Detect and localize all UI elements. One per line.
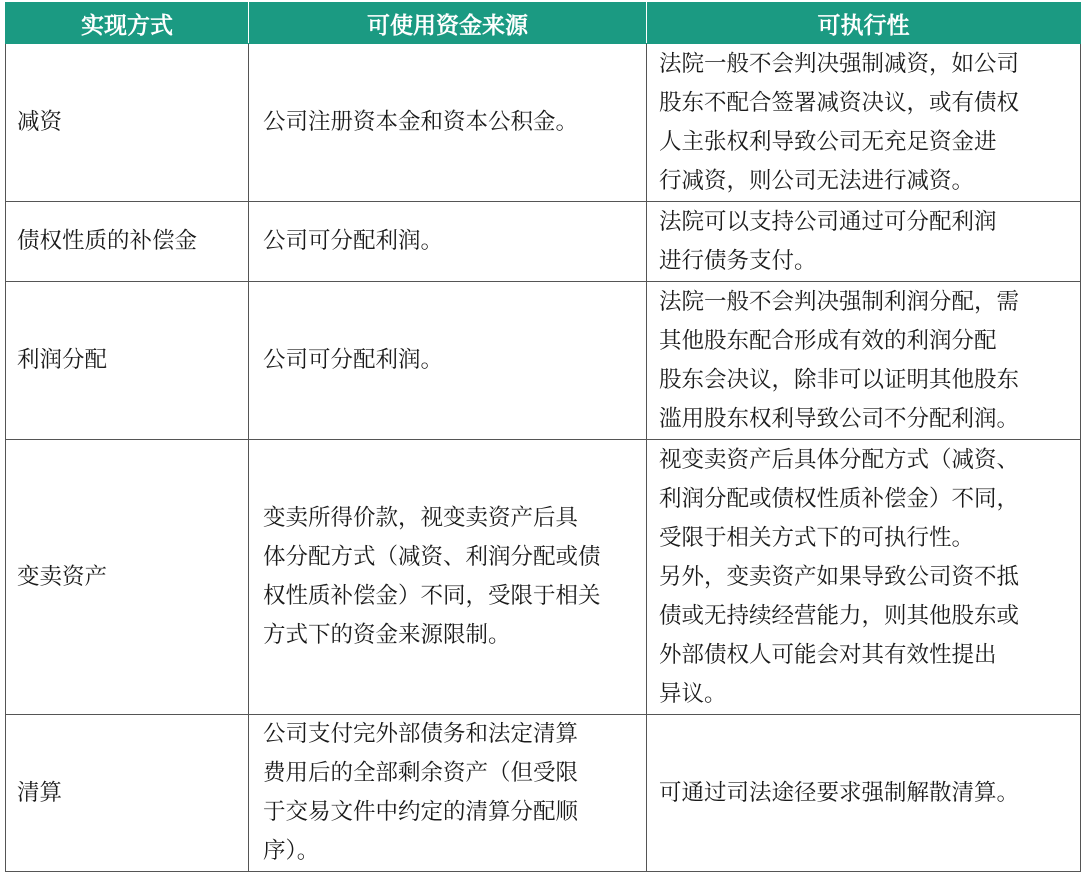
enforceability-cell [647,715,1081,872]
header-enforceability: 可执行性 [647,3,1081,44]
header-fund-source: 可使用资金来源 [249,3,647,44]
method-text: 减资 [17,109,63,135]
method-text: 清算 [17,779,63,806]
fund-source-cell [249,440,647,715]
method-cell [6,202,249,282]
table-row [6,440,1081,715]
enforceability-line: 异议。 [659,681,727,707]
table-row [6,282,1081,440]
enforceability-cell [647,440,1081,715]
method-cell [6,440,249,715]
enforceability-line: 债或无持续经营能力，则其他股东或 [659,603,1020,629]
fund-source-line: 公司支付完外部债务和法定清算 [263,721,579,747]
table-row [6,202,1081,282]
enforceability-cell [647,202,1081,282]
header-method: 实现方式 [6,3,249,44]
table-row [6,44,1081,202]
enforceability-cell [647,282,1081,440]
enforceability-line: 股东会决议，除非可以证明其他股东 [659,367,1020,393]
table-row [6,715,1081,872]
method-text: 债权性质的补偿金 [17,228,198,254]
fund-source-cell [249,715,647,872]
enforceability-line: 法院一般不会判决强制减资，如公司 [659,51,1020,77]
header-row [6,3,1081,44]
enforceability-line: 利润分配或债权性质补偿金）不同， [659,486,1020,512]
fund-source-cell [249,202,647,282]
enforceability-line: 法院一般不会判决强制利润分配，需 [659,289,1020,315]
enforceability-line: 法院可以支持公司通过可分配利润 [659,209,997,235]
enforceability-line: 进行债务支付。 [659,248,817,274]
enforceability-line: 股东不配合签署减资决议，或有债权 [659,90,1020,116]
fund-source-line: 公司可分配利润。 [263,228,444,254]
enforceability-line: 人主张权利导致公司无充足资金进 [659,129,997,155]
fund-source-line: 权性质补偿金）不同，受限于相关 [263,583,601,609]
enforceability-line: 滥用股东权利导致公司不分配利润。 [659,406,1020,432]
comparison-table [5,2,1081,872]
fund-source-cell [249,282,647,440]
enforceability-line: 行减资，则公司无法进行减资。 [659,168,975,194]
enforceability-line: 受限于相关方式下的可执行性。 [659,525,975,551]
enforceability-line: 视变卖资产后具体分配方式（减资、 [659,447,1020,473]
fund-source-line: 费用后的全部剩余资产（但受限 [263,760,579,786]
fund-source-cell [249,44,647,202]
enforceability-line: 可通过司法途径要求强制解散清算。 [659,780,1020,806]
method-cell [6,715,249,872]
enforceability-line: 外部债权人可能会对其有效性提出 [659,642,997,668]
method-cell [6,44,249,202]
method-text: 利润分配 [17,347,108,373]
fund-source-line: 于交易文件中约定的清算分配顺 [263,799,579,825]
fund-source-line: 公司注册资本金和资本公积金。 [263,109,579,135]
method-text: 变卖资产 [17,563,108,590]
fund-source-line: 变卖所得价款，视变卖资产后具 [263,505,579,531]
fund-source-line: 方式下的资金来源限制。 [263,622,511,648]
fund-source-line: 公司可分配利润。 [263,347,444,373]
document-page [5,2,1080,872]
method-cell [6,282,249,440]
fund-source-line: 序）。 [263,838,320,864]
fund-source-line: 体分配方式（减资、利润分配或债 [263,544,601,570]
enforceability-line: 另外，变卖资产如果导致公司资不抵 [659,564,1020,590]
enforceability-cell [647,44,1081,202]
enforceability-line: 其他股东配合形成有效的利润分配 [659,328,997,354]
